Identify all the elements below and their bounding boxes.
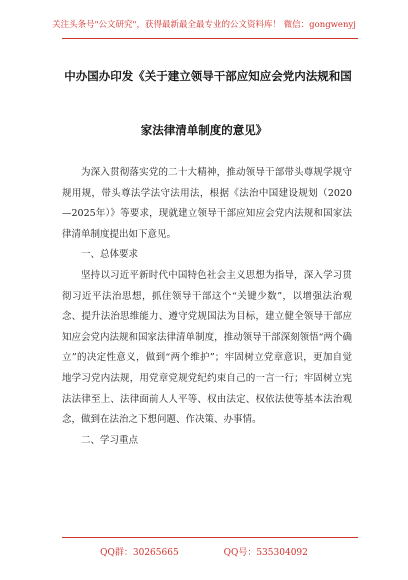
paragraph-intro: 为深入贯彻落实党的二十大精神，推动领导干部带头尊规学规守规用规，带头尊法学法守法用法，根据《法治中国建设规划（2020—2025年）》等要求，现就建立领导干部应知应会党内法规和国家法律清单制度提出如下意见。 — [62, 167, 352, 240]
header-divider — [62, 38, 358, 39]
footer-qq-group: QQ群：30265665 — [100, 548, 179, 558]
document-title-line-2: 家法律清单制度的意见》 — [140, 123, 268, 137]
document-title-line-1: 中办国办印发《关于建立领导干部应知应会党内法规和国 — [64, 69, 352, 83]
header-banner: 关注头条号"公文研究"，获得最新最全最专业的公文资料库！ 微信：gongwenyj — [52, 20, 356, 30]
footer-contact — [0, 545, 408, 558]
paragraph-general-requirements: 坚持以习近平新时代中国特色社会主义思想为指导，深入学习贯彻习近平法治思想，抓住领导干部这个“关键少数”，以增强法治观念、提升法治思维能力、遵守党规国法为目标，建立健全领导干部应知应会党内法规和国家法律清单制度，推动领导干部深刻领悟“两个确立”的决定性意义，做到“两个维护”；牢固树立党章意识，更加自觉地学习党内法规，用党章党规党纪约束自己的一言一行；牢固树立宪法法律至上、法律面前人人平等、权由法定、权依法使等基本法治观念，做到在法治之下想问题、作决策、办事情。 — [62, 269, 352, 426]
section-heading-2: 二、学习重点 — [81, 434, 139, 446]
section-heading-1: 一、总体要求 — [81, 249, 139, 261]
document-body — [62, 163, 352, 451]
footer-qq-number: QQ号：535304092 — [223, 548, 308, 558]
footer-divider — [62, 537, 358, 538]
